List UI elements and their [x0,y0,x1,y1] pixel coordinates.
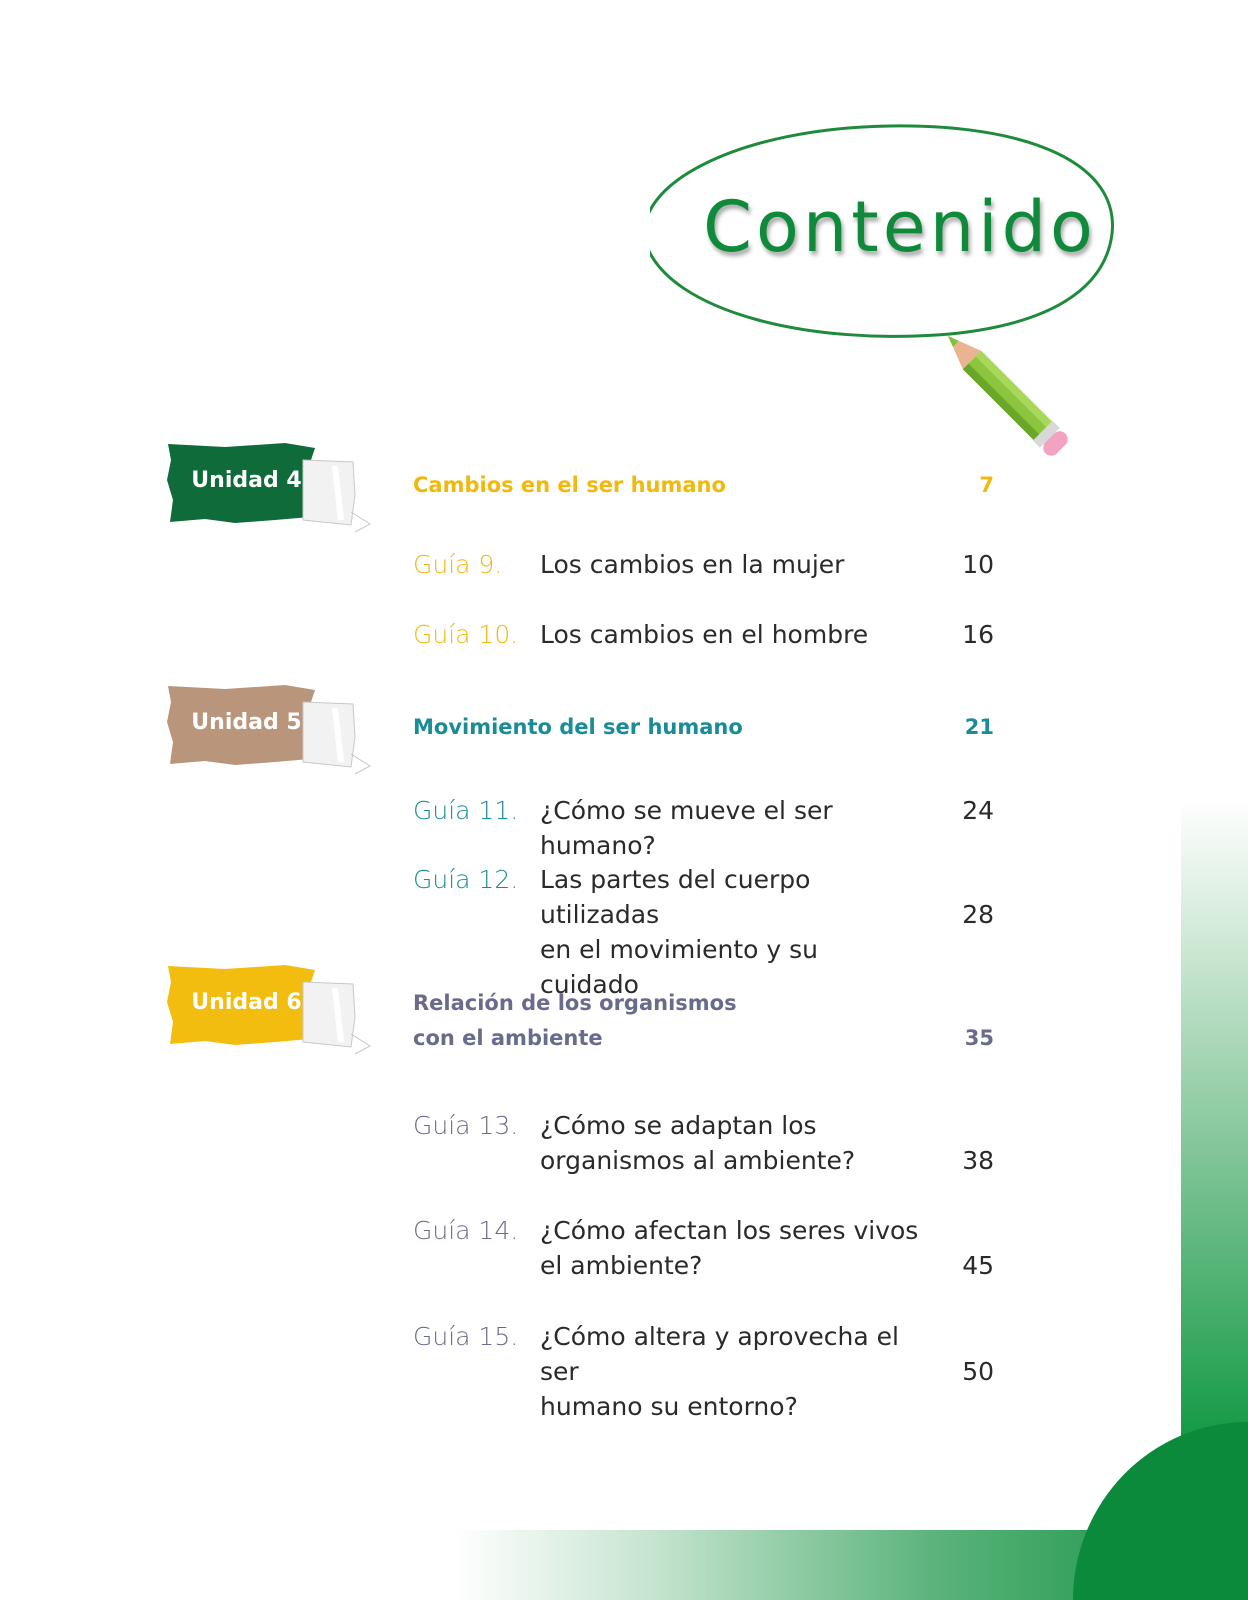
guide-label: Guía 11. [413,796,519,825]
guide-title: ¿Cómo se mueve el ser humano? [540,796,833,860]
unit-title: Cambios en el ser humano [413,473,726,497]
guide-title: Los cambios en el hombre [540,620,869,649]
unit-title: Movimiento del ser humano [413,715,743,739]
guide-title: ¿Cómo afectan los seres vivos el ambiente? [540,1216,919,1280]
unit-tag [165,440,375,535]
guide-label: Guía 9. [413,550,503,579]
guide-label: Guía 15. [413,1322,519,1351]
guide-page-number: 45 [962,1251,994,1280]
guide-title: ¿Cómo se adaptan los organismos al ambiente? [540,1111,856,1175]
guide-page-number: 24 [962,796,994,825]
guide-page-number: 16 [962,620,994,649]
page-title: Contenido [703,186,1097,268]
guide-page-number: 10 [962,550,994,579]
unit-page-number: 21 [964,715,994,739]
guide-title: Las partes del cuerpo utilizadas en el movimiento y su cuidado [540,865,819,999]
guide-page-number: 38 [962,1146,994,1175]
guide-label: Guía 10. [413,620,519,649]
unit-tag-label: Unidad 5 [191,710,302,735]
guide-label: Guía 14. [413,1216,519,1245]
title-block [650,124,1140,484]
unit-tag [165,682,375,777]
unit-page-number: 35 [964,1026,994,1050]
unit-tag-label: Unidad 4 [191,468,302,493]
unit-tag-label: Unidad 6 [191,990,302,1015]
unit-title: Relación de los organismos con el ambiente [413,991,737,1050]
guide-title: Los cambios en la mujer [540,550,845,579]
corner-green-circle [1073,1422,1248,1600]
unit-tag [165,962,375,1057]
guide-page-number: 50 [962,1357,994,1386]
unit-page-number: 7 [979,473,994,497]
pencil-icon [650,124,1140,484]
guide-label: Guía 13. [413,1111,519,1140]
guide-title: ¿Cómo altera y aprovecha el ser humano su entorno? [540,1322,899,1421]
guide-label: Guía 12. [413,865,519,894]
guide-page-number: 28 [962,900,994,929]
